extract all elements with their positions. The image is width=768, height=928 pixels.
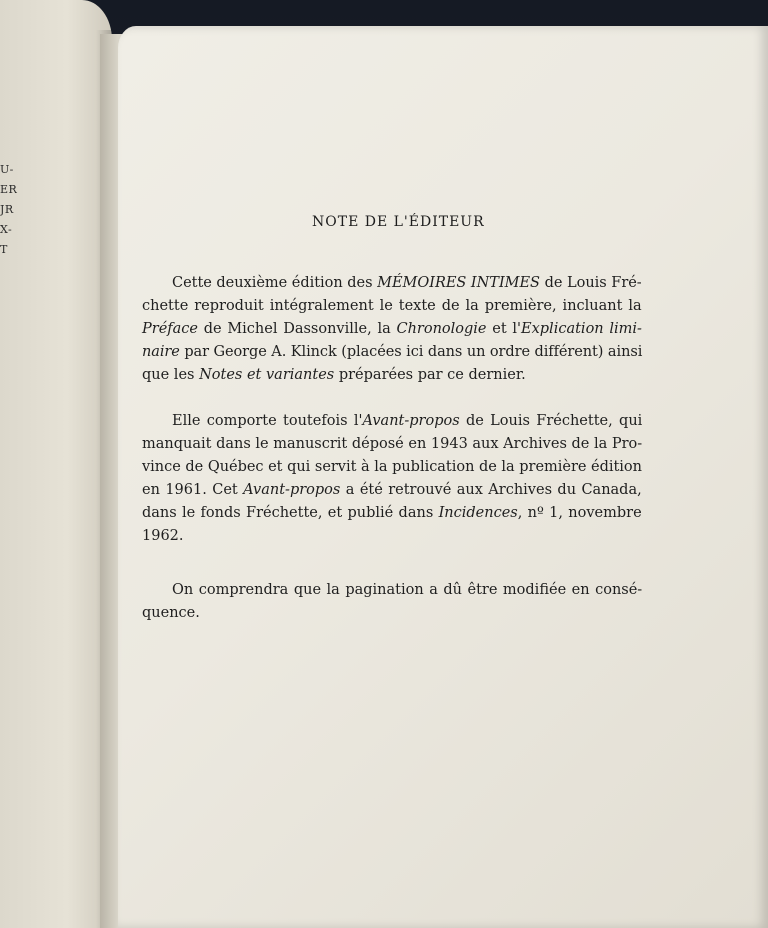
text-span-italic: MÉMOIRES INTIMES: [377, 275, 540, 291]
left-page-text-fragments: [0, 160, 22, 260]
paragraph-1: [142, 272, 642, 387]
text-span: de Louis Fré-: [539, 275, 642, 291]
text-line: chette reproduit intégralement le texte de la première, incluant la: [142, 298, 642, 314]
text-span: Cette deuxième édition des: [172, 275, 378, 291]
text-span: que les: [142, 367, 200, 383]
text-span: Elle comporte toutefois l': [172, 413, 363, 429]
text-span-italic: Chronologie: [396, 321, 487, 337]
text-line: On comprendra que la pagination a dû être modifiée en consé-: [172, 582, 643, 598]
text-span-italic: Incidences: [438, 505, 518, 521]
text-span-italic: Avant-propos: [362, 413, 460, 429]
left-page: [0, 0, 112, 928]
text-span: de Michel Dassonville, la: [197, 321, 397, 337]
left-fragment: ER: [0, 183, 18, 196]
left-fragment: T: [0, 243, 8, 256]
paragraph-3: [142, 579, 642, 625]
paragraph-2: [142, 410, 642, 548]
left-fragment: U-: [0, 163, 14, 176]
text-line: [142, 341, 642, 364]
text-span: dans le fonds Fréchette, et publié dans: [142, 505, 439, 521]
text-span-italic: Notes et variantes: [199, 367, 335, 383]
text-span-italic: naire: [142, 344, 180, 360]
text-span: préparées par ce dernier.: [334, 367, 526, 383]
page-title: NOTE DE L'ÉDITEUR: [312, 214, 485, 230]
text-line: quence.: [142, 605, 200, 621]
text-line: [142, 272, 642, 295]
left-fragment: X-: [0, 223, 13, 236]
text-span: a été retrouvé aux Archives du Canada,: [340, 482, 642, 498]
text-line: [142, 479, 642, 502]
text-line: [142, 410, 642, 433]
text-span: en 1961. Cet: [142, 482, 244, 498]
left-fragment: JR: [0, 203, 14, 216]
text-span-italic: Explication limi-: [521, 321, 642, 337]
text-span: et l': [486, 321, 522, 337]
text-span-italic: Préface: [142, 321, 198, 337]
text-line: [142, 364, 642, 387]
text-span-italic: Avant-propos: [243, 482, 341, 498]
text-line: vince de Québec et qui servit à la publication de la première édition: [142, 459, 642, 475]
text-line: manquait dans le manuscrit déposé en 1943 aux Archives de la Pro-: [142, 436, 643, 452]
text-line: [142, 318, 642, 341]
text-span: par George A. Klinck (placées ici dans un ordre différent) ainsi: [179, 344, 643, 360]
text-span: , nº 1, novembre: [517, 505, 642, 521]
text-span: de Louis Fréchette, qui: [459, 413, 643, 429]
text-line: 1962.: [142, 528, 184, 544]
text-line: [142, 502, 642, 525]
